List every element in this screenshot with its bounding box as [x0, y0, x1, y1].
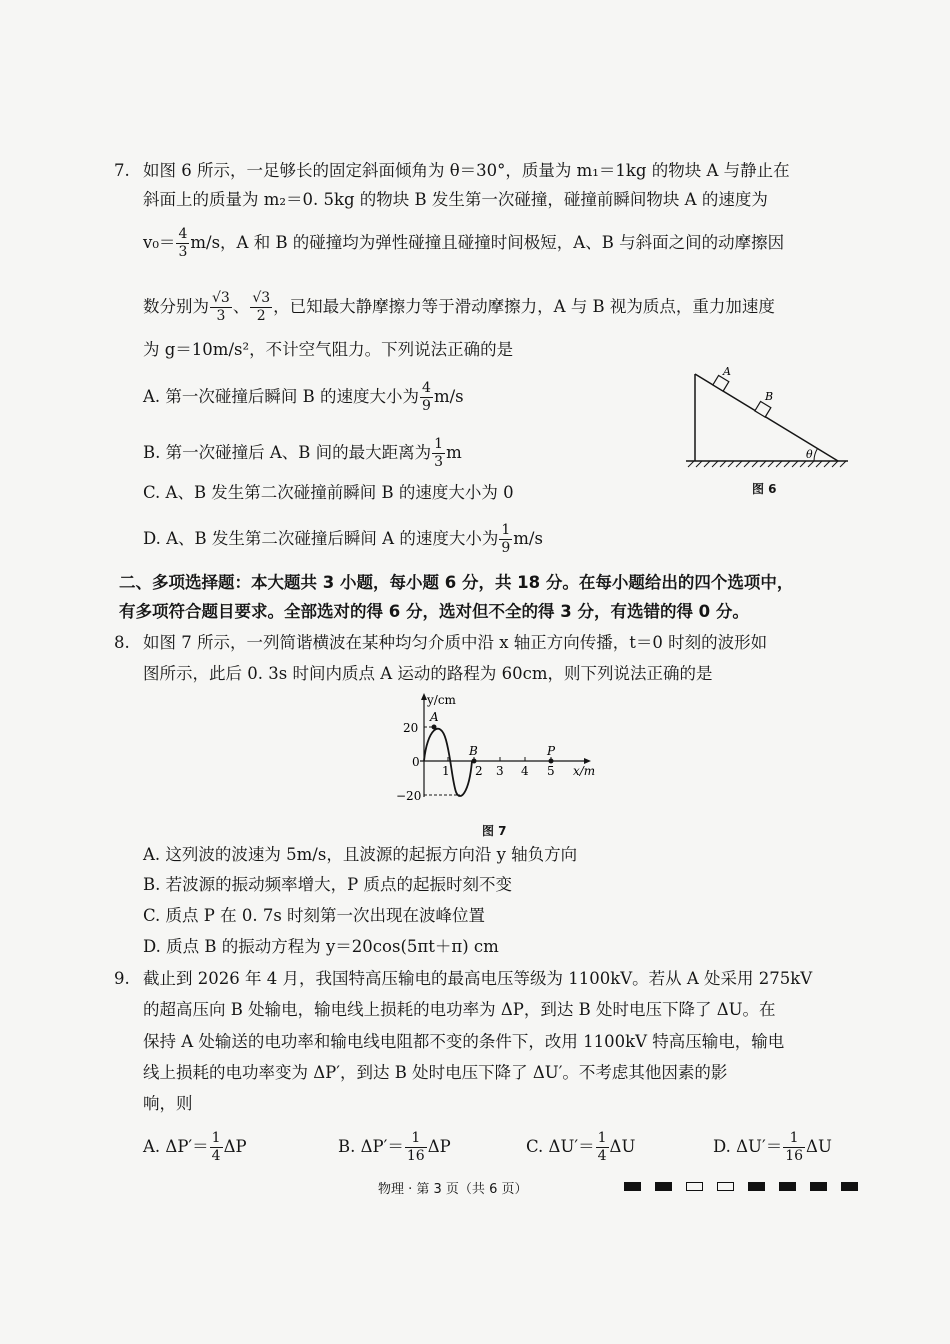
- x-tick-2: 2: [475, 764, 483, 778]
- figure-7-wave-graph: [390, 690, 630, 810]
- q9-option-a-den: 4: [211, 1148, 221, 1164]
- q8-option-a: A. 这列波的波速为 5m/s，且波源的起振方向沿 y 轴负方向: [143, 845, 578, 864]
- q8-option-b: B. 若波源的振动频率增大，P 质点的起振时刻不变: [143, 875, 512, 894]
- x-tick-5: 5: [547, 764, 555, 778]
- q9-option-a-text: A. ΔP′＝: [143, 1137, 209, 1156]
- q9-option-c-text: C. ΔU′＝: [526, 1137, 595, 1156]
- q7-option-b-num: 1: [434, 436, 444, 452]
- block-b-label: B: [765, 390, 774, 403]
- q7-mu2-num: √3: [252, 290, 271, 306]
- q7-option-a-den: 9: [422, 398, 431, 414]
- q7-mu2-fraction: [250, 290, 272, 325]
- q9-line4: 线上损耗的电功率变为 ΔP′，到达 B 处时电压下降了 ΔU′。不考虑其他因素的影: [143, 1063, 728, 1082]
- q9-option-c: [526, 1130, 635, 1165]
- origin-label: 0: [412, 755, 420, 769]
- q7-option-b-text: B. 第一次碰撞后 A、B 间的最大距离为: [143, 443, 432, 462]
- q7-mu1-den: 3: [216, 308, 226, 324]
- q7-option-d-unit: m/s: [513, 529, 543, 548]
- point-p-label: P: [547, 744, 556, 758]
- q7-option-d: [143, 522, 543, 557]
- q7-option-a-text: A. 第一次碰撞后瞬间 B 的速度大小为: [143, 387, 420, 406]
- q9-option-b-text: B. ΔP′＝: [338, 1137, 404, 1156]
- q7-mu1-num: √3: [212, 290, 230, 306]
- q7-option-a-unit: m/s: [433, 387, 464, 406]
- q7-v0-prefix: v₀＝: [143, 233, 176, 252]
- q7-line2: 斜面上的质量为 m₂＝0. 5kg 的物块 B 发生第一次碰撞，碰撞前瞬间物块 A 的速度为: [143, 190, 768, 209]
- q7-option-d-num: 1: [501, 522, 511, 538]
- q7-option-d-text: D. A、B 发生第二次碰撞后瞬间 A 的速度大小为: [143, 529, 499, 548]
- q9-option-b-den: 16: [406, 1148, 425, 1164]
- q8-number: 8.: [114, 633, 130, 652]
- y-axis-label: y/cm: [427, 693, 456, 707]
- q7-line4: [143, 290, 775, 325]
- theta-label: θ: [806, 448, 813, 461]
- footer-mark-filled: [655, 1182, 672, 1191]
- q8-line2: 图所示，此后 0. 3s 时间内质点 A 运动的路程为 60cm，则下列说法正确的是: [143, 664, 713, 683]
- q7-mu1-fraction: [210, 290, 232, 325]
- footer-mark-open: [717, 1182, 734, 1191]
- point-b-dot: [472, 759, 477, 764]
- footer-mark-filled: [748, 1182, 765, 1191]
- footer-mark-open: [686, 1182, 703, 1191]
- q7-option-a: [143, 380, 464, 415]
- q9-line5: 响，则: [143, 1094, 193, 1113]
- q9-option-a: [143, 1130, 247, 1165]
- block-a-label: A: [723, 365, 731, 378]
- q9-option-d-num: 1: [783, 1130, 805, 1148]
- q7-option-b: [143, 436, 462, 471]
- figure-7-caption: 图 7: [482, 824, 507, 838]
- page-footer: 物理 · 第 3 页（共 6 页）: [378, 1182, 528, 1197]
- q9-option-a-fraction: [210, 1130, 223, 1165]
- q9-line1: 截止到 2026 年 4 月，我国特高压输电的最高电压等级为 1100kV。若从 A 处采用 275kV: [143, 969, 813, 988]
- q9-option-d-text: D. ΔU′＝: [713, 1137, 783, 1156]
- section-2-heading-line2: 有多项符合题目要求。全部选对的得 6 分，选对但不全的得 3 分，有选错的得 0 分。: [119, 602, 749, 621]
- q9-option-b-num: 1: [405, 1130, 427, 1148]
- q9-option-b: [338, 1130, 451, 1165]
- q7-v0-suffix: m/s，A 和 B 的碰撞均为弹性碰撞且碰撞时间极短，A、B 与斜面之间的动摩擦因: [190, 233, 785, 252]
- q7-option-c: C. A、B 发生第二次碰撞前瞬间 B 的速度大小为 0: [143, 483, 514, 502]
- q7-line1: 如图 6 所示，一足够长的固定斜面倾角为 θ＝30°，质量为 m₁＝1kg 的物块 A 与静止在: [143, 161, 790, 180]
- footer-mark-filled: [841, 1182, 858, 1191]
- x-tick-3: 3: [496, 764, 504, 778]
- footer-mark-filled: [810, 1182, 827, 1191]
- q9-line2: 的超高压向 B 处输电，输电线上损耗的电功率为 ΔP，到达 B 处时电压下降了 ΔU。在: [143, 1000, 776, 1019]
- figure-6-incline: [680, 364, 855, 472]
- q7-v0-fraction: [176, 226, 189, 261]
- y-tick-20: 20: [403, 721, 419, 735]
- footer-mark-filled: [779, 1182, 796, 1191]
- q8-option-d: D. 质点 B 的振动方程为 y＝20cos(5πt＋π) cm: [143, 937, 499, 956]
- q9-option-c-den: 4: [597, 1148, 607, 1164]
- theta-arc: [814, 449, 818, 462]
- q9-option-c-tail: ΔU: [609, 1137, 636, 1156]
- q7-option-d-den: 9: [501, 540, 511, 556]
- q7-option-b-unit: m: [446, 443, 462, 462]
- wave-curve: [424, 729, 472, 796]
- q9-option-a-tail: ΔP: [223, 1137, 247, 1156]
- x-tick-4: 4: [521, 764, 529, 778]
- q8-line1: 如图 7 所示，一列简谐横波在某种均匀介质中沿 x 轴正方向传播，t＝0 时刻的波形如: [143, 633, 768, 652]
- q7-mu-separator: 、: [232, 297, 250, 316]
- q9-option-c-num: 1: [597, 1130, 607, 1146]
- q9-option-b-fraction: [405, 1130, 427, 1165]
- q7-mu-prefix: 数分别为: [143, 297, 209, 316]
- point-a-dot: [432, 725, 437, 730]
- q9-line3: 保持 A 处输送的电功率和输电线电阻都不变的条件下，改用 1100kV 特高压输电，输电: [143, 1032, 785, 1051]
- q7-option-b-den: 3: [434, 454, 444, 470]
- q9-option-d-den: 16: [785, 1148, 804, 1164]
- q9-option-b-tail: ΔP: [427, 1137, 451, 1156]
- q8-option-c: C. 质点 P 在 0. 7s 时刻第一次出现在波峰位置: [143, 906, 486, 925]
- point-a-label: A: [430, 710, 439, 724]
- x-axis-label: x/m: [573, 764, 596, 778]
- section-2-heading-line1: 二、多项选择题：本大题共 3 小题，每小题 6 分，共 18 分。在每小题给出的四个选项中，: [119, 573, 794, 592]
- y-tick-neg20: −20: [396, 789, 422, 803]
- point-p-dot: [549, 759, 554, 764]
- q7-option-a-num: 4: [422, 380, 431, 396]
- q9-option-d-tail: ΔU: [806, 1137, 832, 1156]
- q9-option-a-num: 1: [211, 1130, 221, 1146]
- q7-line3: [143, 226, 784, 261]
- point-b-label: B: [469, 744, 478, 758]
- block-b: [755, 401, 771, 417]
- q7-v0-den: 3: [178, 244, 188, 260]
- q9-number: 9.: [114, 969, 130, 988]
- q7-option-b-fraction: [432, 436, 445, 471]
- q7-v0-num: 4: [178, 226, 188, 242]
- ground-hatching: [688, 461, 846, 467]
- q7-line5: 为 g＝10m/s²，不计空气阻力。下列说法正确的是: [143, 340, 514, 359]
- footer-mark-filled: [624, 1182, 641, 1191]
- figure-6-caption: 图 6: [752, 482, 777, 496]
- x-tick-1: 1: [442, 764, 450, 778]
- q7-number: 7.: [114, 161, 130, 180]
- q9-option-d-fraction: [783, 1130, 805, 1165]
- q7-option-a-fraction: [420, 380, 433, 415]
- q7-mu-suffix: ，已知最大静摩擦力等于滑动摩擦力，A 与 B 视为质点，重力加速度: [273, 297, 775, 316]
- q7-mu2-den: 2: [256, 308, 266, 324]
- q7-option-d-fraction: [499, 522, 512, 557]
- q9-option-c-fraction: [596, 1130, 609, 1165]
- q9-option-d: [713, 1130, 832, 1165]
